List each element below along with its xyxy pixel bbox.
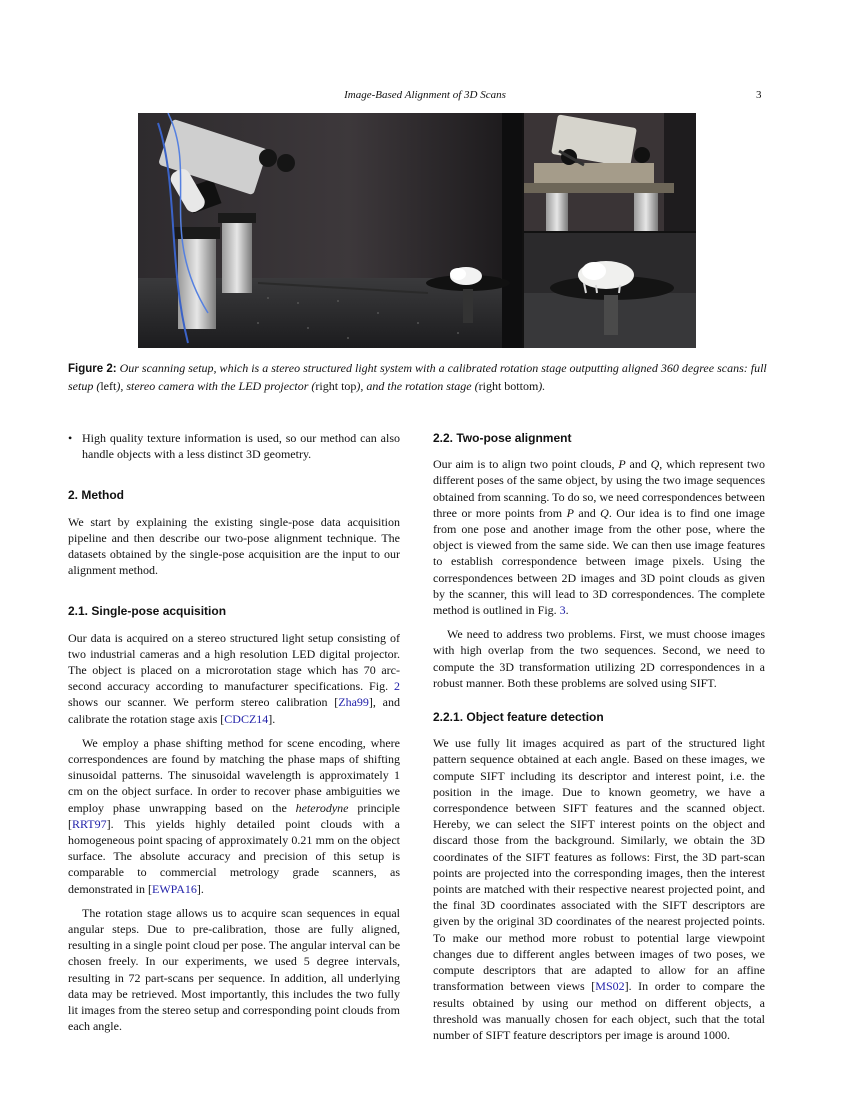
ref-rrt97[interactable]: RRT97 xyxy=(72,816,107,831)
alignment-paragraph-1: Our aim is to align two point clouds, P and Q, which represent two different poses of the same object, by using the two image sequences obtained from scanning. To do so, we need correspondences between three or more points from P and Q. Our idea is to find one image from one pose and another image from the other pose, where the object is viewed from the same side. We can then use image features to establish correspondence between image pixels. Using the correspondences between 2D images and 3D point clouds as given by the scanner, this will lead to 3D correspondences. The complete method is outlined in Fig. 3. xyxy=(433,457,765,618)
figure-label: Figure 2: xyxy=(68,363,117,375)
feature-paragraph: We use fully lit images acquired as part of the structured light pattern sequence obtained at each angle. Based on these images, we compute SIFT including its descriptor and interest point, i.e. the position in the image. Due to known geometry, we have a correspondence between SIFT features and the scanned object. Hereby, we can select the SIFT interest points on the object and discard those from the background. Similarly, we obtain the 3D coordinates of the SIFT features as follows: First, the 3D part-scan points are projected into the corresponding images, then the interest points are matched with their respective nearest projected point, and the final 3D coordinates associated with the SIFT descriptors are given by the original 3D coordinates of the nearest projected points. To make our method more robust to potential large viewpoint changes due to different angles between images of two poses, we compute descriptors that are adapted to allow for an affine transformation between views [MS02]. In order to compare the results obtained by using our method on different objects, a threshold was manually chosen for each object, such that the total number of SIFT feature descriptors per image is around 1000. xyxy=(433,736,765,1042)
caption-right-bottom: right bottom xyxy=(478,379,539,393)
bullet-text: High quality texture information is used, so our method can also handle objects with a less distinct 3D geometry. xyxy=(82,431,400,462)
section-2-1-heading: 2.1. Single-pose acquisition xyxy=(68,604,227,619)
right-column xyxy=(433,430,765,1051)
bullet-item xyxy=(68,430,400,462)
section-2-2-heading: 2.2. Two-pose alignment xyxy=(433,431,572,445)
ref-cdcz14[interactable]: CDCZ14 xyxy=(224,711,269,726)
acquisition-paragraph-1: Our data is acquired on a stereo structured light setup consisting of two industrial cameras and a high resolution LED digital projector. The object is placed on a microrotation stage which has 70 arc-second accuracy according to manufacturer specifications. Fig. 2 shows our scanner. We perform stereo calibration [Zha99], and calibrate the rotation stage axis [CDCZ14]. xyxy=(68,630,400,726)
acquisition-paragraph-2: We employ a phase shifting method for scene encoding, where correspondences are found by matching the phase maps of shifting sinusoidal patterns. The sinusoidal wavelength is approximately 1 cm on the object surface. In order to recover phase ambiguities we employ phase unwrapping based on the heterodyne principle [RRT97]. This yields highly detailed point clouds with a homogeneous point spacing of approximately 0.21 mm on the object surface. The absolute accuracy and precision of this setup is comparable to commercial metrology grade scanners, as demonstrated in [EWPA16]. xyxy=(68,735,401,896)
caption-text-b: ), stereo camera with the LED projector ( xyxy=(116,379,316,393)
left-column xyxy=(68,430,400,1043)
figure-2 xyxy=(138,113,696,348)
ref-fig-2[interactable]: 2 xyxy=(394,679,400,694)
ref-fig-3[interactable]: 3 xyxy=(559,603,566,618)
ref-ewpa16[interactable]: EWPA16 xyxy=(151,881,197,896)
photo-stereo-camera xyxy=(524,113,696,231)
figure-caption xyxy=(68,360,782,395)
caption-right-top: right top xyxy=(315,379,357,393)
section-2-2-1-heading: 2.2.1. Object feature detection xyxy=(433,710,604,725)
ref-ms02[interactable]: MS02 xyxy=(595,979,625,994)
caption-text-c: ), and the rotation stage ( xyxy=(356,379,479,393)
section-2-paragraph: We start by explaining the existing single-pose data acquisition pipeline and then describe our two-pose alignment technique. The datasets obtained by the single-pose acquisition are the input to our alignment method. xyxy=(68,514,400,578)
caption-left: left xyxy=(100,379,117,393)
acquisition-paragraph-3: The rotation stage allows us to acquire scan sequences in equal angular steps. Due to pre-calibration, those are fully aligned, resulting in a single point cloud per pose. The angular interval can be chosen freely. In our experiments, we used 5 degree intervals, resulting in 72 part-scans per sequence. In addition, all underlying data may be retrieved. Most importantly, this includes the two fully lit images from the stereo setup and corresponding point clouds from each angle. xyxy=(68,905,401,1034)
photo-full-setup xyxy=(138,113,522,348)
caption-text-d: ). xyxy=(538,379,546,393)
section-2-heading: 2. Method xyxy=(68,488,124,503)
alignment-paragraph-2: We need to address two problems. First, we must choose images with high overlap from the two sequences. Second, we need to compute the 3D transformation utilizing 2D correspondences in a robust manner. Both these problems are solved using SIFT. xyxy=(433,627,765,690)
running-title: Image-Based Alignment of 3D Scans xyxy=(344,89,506,101)
ref-zha99[interactable]: Zha99 xyxy=(338,695,369,710)
photo-rotation-stage xyxy=(524,233,696,348)
page-number: 3 xyxy=(756,89,762,101)
bullet-icon: • xyxy=(68,431,73,445)
caption-text-a: Our scanning setup, which is a stereo structured light system with a calibrated rotation stage outputting aligned 360 degree scans: full setup ( xyxy=(68,361,767,393)
